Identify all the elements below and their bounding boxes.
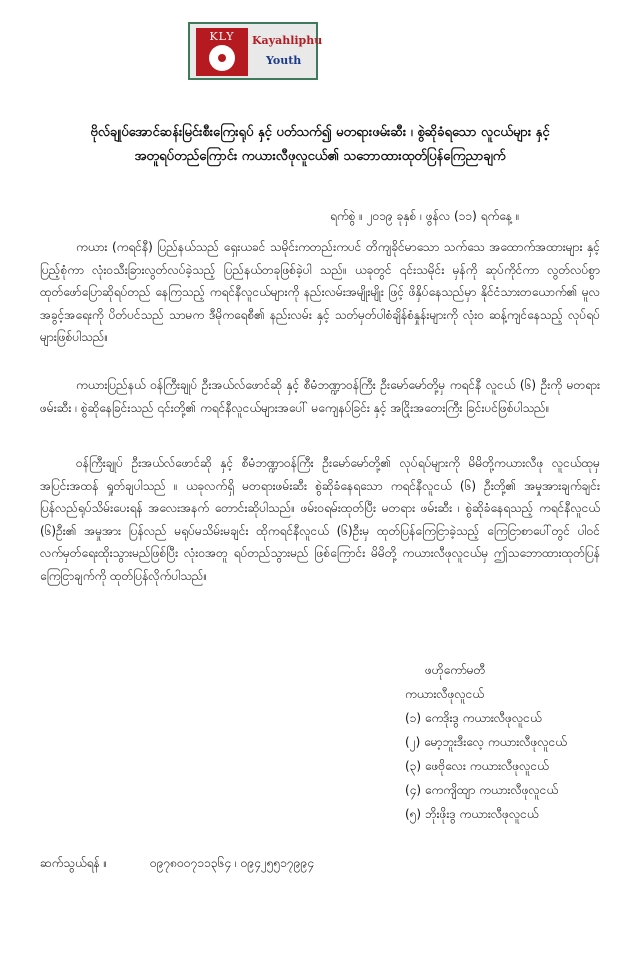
body-paragraph-3: ဝန်ကြီးချုပ် ဦးအယ်လ်ဖောင်ဆို နှင့် စီမံဘဏ္ဍာဝန်ကြီး ဦးမော်မော်တို့၏ လုပ်ရပ်များကို မိမိတို့ကယားလီဖု လူငယ်ထုမှ အပြင်းအထန် ရှုတ်ချပါသည် ။ ယခုလက်ရှိ မတရားဖမ်းဆီး စွဲဆိုခံနေရသော ကရင်နီလူငယ် (၆) ဦးတို့၏ အမှုအားချက်ချင်း ပြန်လည်ရုပ်သိမ်းပေးရန် အလေးအနက် တောင်းဆိုပါသည်။ ဖမ်းဝရမ်းထုတ်ပြီး မတရား ဖမ်းဆီး ၊ စွဲဆိုခံနေရသည့် ကရင်နီလူငယ် (၆)ဦး၏ အမှုအား ပြန်လည် မရုပ်မသိမ်းမချင်း ထိုကရင်နီလူငယ် (၆)ဦးမှ ထုတ်ပြန်ကြေငြာခဲ့သည့် ကြေငြာစာပေါ်တွင် ပါဝင်လက်မှတ်ရေးထိုးသွားမည်ဖြစ်ပြီး လုံးဝအတူ ရပ်တည်သွားမည် ဖြစ်ကြောင်း မိမိတို့ ကယားလီဖုလူငယ်မှ ဤသဘောထားထုတ်ပြန်ကြေငြာချက်ကို ထုတ်ပြန်လိုက်ပါသည်။	[40, 456, 600, 583]
kly-logo	[188, 22, 323, 80]
logo-name-line2: Youth	[266, 54, 302, 67]
contact-numbers: ၀၉၇၈၀၀၇၁၁၃၆၄ ၊ ၀၉၄၂၅၅၁၇၉၉၄	[150, 856, 315, 870]
signature-member: (၁) ကေဒိုးဒွ ကယားလီဖုလူငယ်	[405, 711, 542, 725]
statement-title-line2: အတူရပ်တည်ကြောင်း ကယားလီဖုလူငယ်၏ သဘောထားထုတ်ပြန်ကြေညာချက်	[134, 149, 506, 164]
signature-member: (၄) ကေကျိထျာ ကယားလီဖုလူငယ်	[405, 783, 559, 797]
logo-name-line1: Kayahliphu	[252, 34, 323, 47]
signature-member: (၃) ဖေဗိုလေး ကယားလီဖုလူငယ်	[405, 759, 549, 773]
logo-abbr: KLY	[209, 30, 235, 43]
signature-member: (၂) မော့ဘူးဒီးလေ့ ကယားလီဖုလူငယ်	[405, 735, 567, 749]
statement-date: ရက်စွဲ ။ ၂၀၁၉ ခုနှစ် ၊ ဖွန်လ (၁၁) ရက်နေ့ ။	[330, 209, 520, 223]
statement-title-line1: ဗိုလ်ချုပ်အောင်ဆန်းမြင်းစီးကြေးရုပ် နှင့် ပတ်သက်၍ မတရားဖမ်းဆီး ၊ စွဲဆိုခံရသော လူငယ်များ နှင့်	[90, 125, 550, 140]
body-paragraph-1: ကယား (ကရင်နီ) ပြည်နယ်သည် ရှေးယခင် သမိုင်းကတည်းကပင် တိကျခိုင်မာသော သက်သေ အထောက်အထားများ နှင့် ပြည့်စုံကာ လုံးဝသီးခြားလွတ်လပ်ခဲ့သည့် ပြည်နယ်တခုဖြစ်ခဲ့ပါ သည်။ ယခုတွင် ၎င်းသမိုင်း မှန်ကို ဆုပ်ကိုင်ကာ လွတ်လပ်စွာထုတ်ဖော်ပြောဆိုရပ်တည် နေကြသည့် ကရင်နီလူငယ်များကို နည်းလမ်းအမျိုးမျိုး ဖြင့် ဖိနှိပ်နေသည်မှာ နိုင်ငံသားတယောက်၏ မူလအခွင့်အရေးကို ပိတ်ပင်သည် သာမက ဒီမိုကရေစီ၏ နည်းလမ်း နှင့် သတ်မှတ်ပါစံချိန်စံနှုန်းများကို လုံးဝ ဆန့်ကျင်နေသည့် လုပ်ရပ်များဖြစ်ပါသည်။	[40, 240, 600, 344]
signature-heading: ဖဟိုကော်မတီ	[425, 663, 486, 677]
signature-member: (၅) ဘိုးဖိုးဒွ ကယားလီဖုလူငယ်	[405, 807, 539, 821]
body-paragraph-2: ကယားပြည်နယ် ဝန်ကြီးချုပ် ဦးအယ်လ်ဖောင်ဆို နှင့် စီမံဘဏ္ဍာဝန်ကြီး ဦးမော်မော်တို့မှ ကရင်နီ လူငယ် (၆) ဦးကို မတရားဖမ်းဆီး ၊ စွဲဆိုနေခြင်းသည် ၎င်းတို့၏ ကရင်နီလူငယ်များအပေါ် မကျေနပ်ခြင်း နှင့် အငြိုးအတေးကြီး ခြင်းပင်ဖြစ်ပါသည်။	[40, 378, 600, 415]
wheel-icon	[209, 45, 235, 71]
signature-org: ကယားလီဖုလူငယ်	[405, 687, 485, 701]
contact-label: ဆက်သွယ်ရန် ။	[40, 856, 108, 870]
logo-emblem	[196, 28, 248, 76]
